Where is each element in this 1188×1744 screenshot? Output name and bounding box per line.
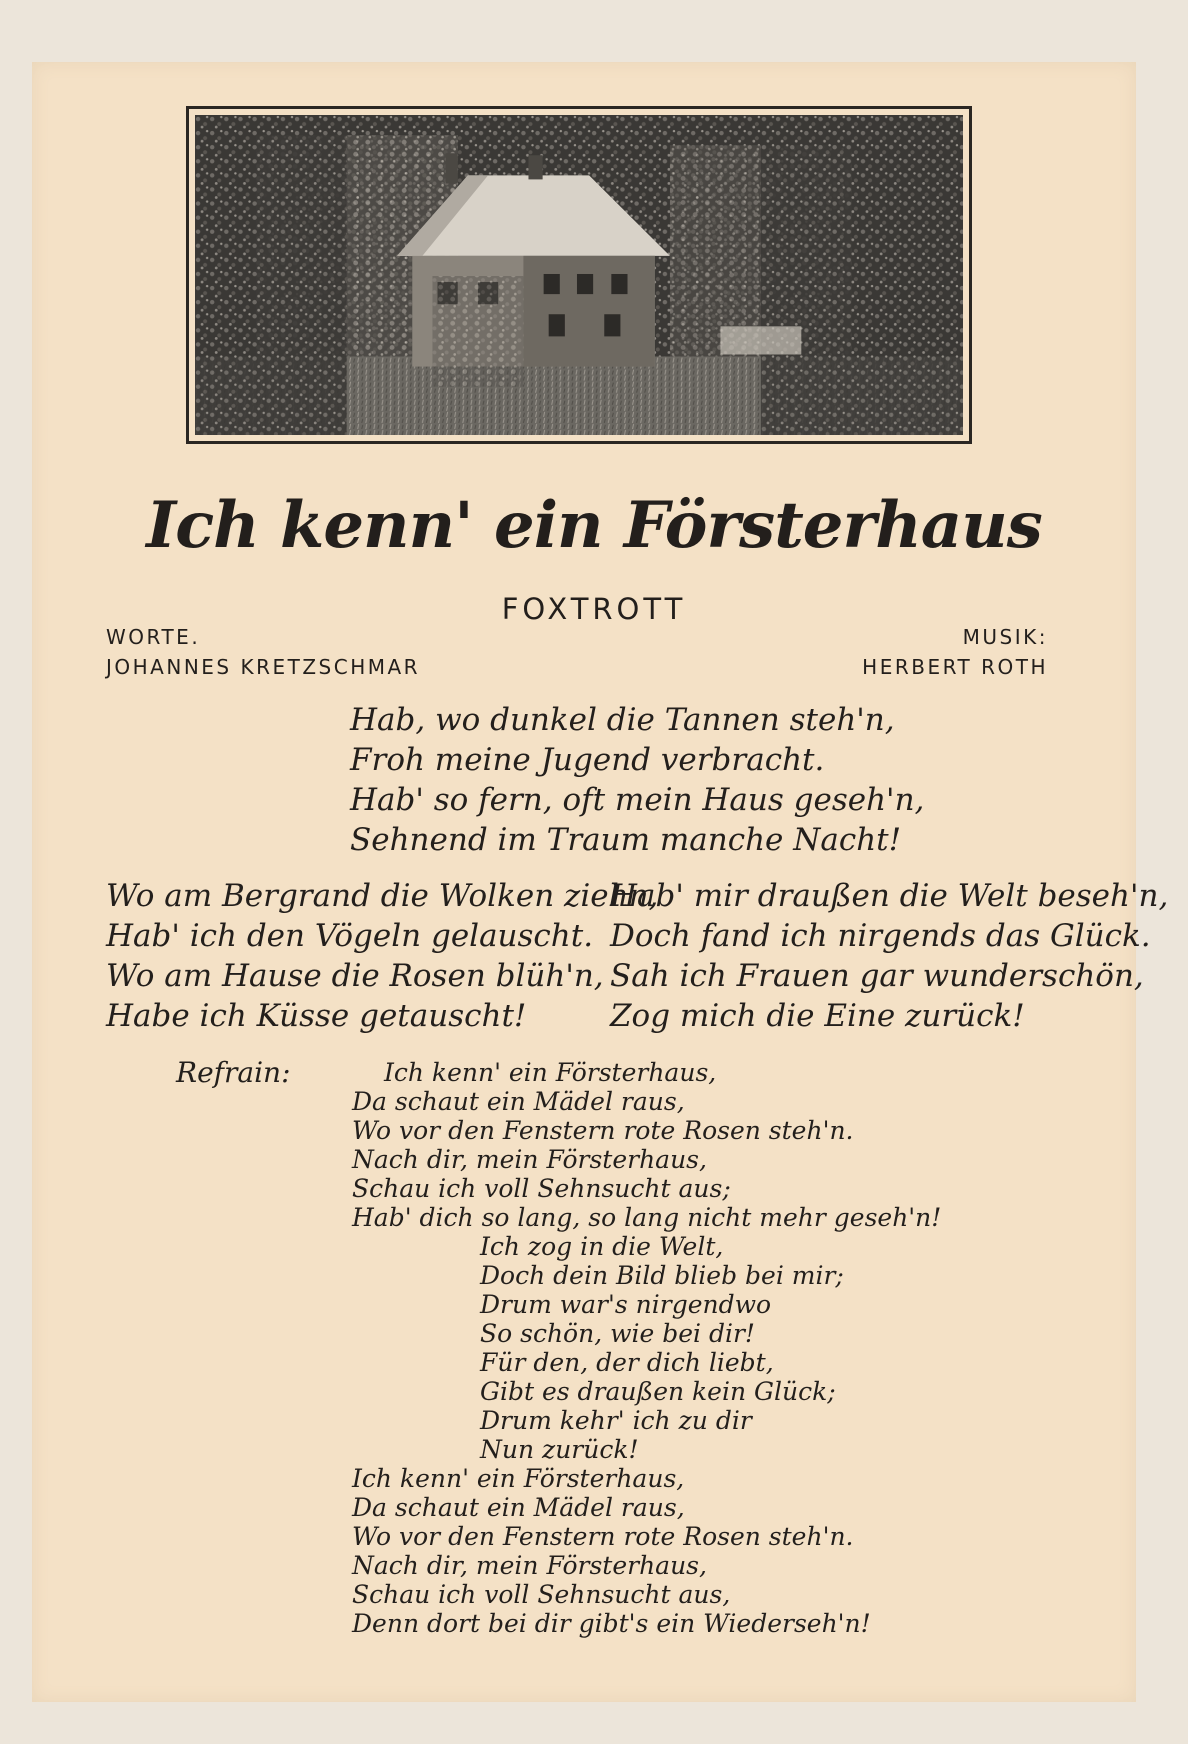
verse-line: Froh meine Jugend verbracht. [350, 742, 825, 778]
refrain-line: Denn dort bei dir gibt's ein Wiederseh'n! [352, 1609, 871, 1638]
refrain-line: Ich zog in die Welt, [480, 1232, 724, 1261]
song-style: FOXTROTT [501, 592, 687, 626]
refrain-line: Hab' dich so lang, so lang nicht mehr geseh'n! [352, 1203, 942, 1232]
verse-line: Habe ich Küsse getauscht! [106, 998, 527, 1034]
verse-line: Wo am Bergrand die Wolken ziehn, [106, 878, 659, 914]
refrain [352, 1058, 941, 1638]
verse-line: Hab' mir draußen die Welt beseh'n, [610, 878, 1169, 914]
verse-line: Hab' so fern, oft mein Haus geseh'n, [350, 782, 925, 818]
verse-line: Wo am Hause die Rosen blüh'n, [106, 958, 604, 994]
refrain-line: Gibt es draußen kein Glück; [480, 1377, 836, 1406]
song-title: Ich kenn' ein Försterhaus [146, 488, 1042, 563]
refrain-line: Ich kenn' ein Försterhaus, [384, 1058, 717, 1087]
verse-line: Zog mich die Eine zurück! [610, 998, 1025, 1034]
refrain-line: Doch dein Bild blieb bei mir; [480, 1261, 844, 1290]
refrain-line: Schau ich voll Sehnsucht aus, [352, 1580, 731, 1609]
photo-frame [186, 106, 972, 444]
lyricist-credit [106, 622, 420, 682]
refrain-label: Refrain: [176, 1056, 291, 1089]
refrain-line: So schön, wie bei dir! [480, 1319, 755, 1348]
refrain-line: Da schaut ein Mädel raus, [352, 1087, 685, 1116]
verse-line: Hab, wo dunkel die Tannen steh'n, [350, 702, 895, 738]
refrain-line: Drum kehr' ich zu dir [480, 1406, 752, 1435]
refrain-line: Nach dir, mein Försterhaus, [352, 1551, 707, 1580]
verse-3 [610, 876, 1168, 1036]
composer-credit [862, 622, 1048, 682]
refrain-line: Wo vor den Fenstern rote Rosen steh'n. [352, 1522, 854, 1551]
verse-1 [350, 700, 924, 860]
verse-line: Sah ich Frauen gar wunderschön, [610, 958, 1144, 994]
refrain-line: Nun zurück! [480, 1435, 639, 1464]
refrain-line: Nach dir, mein Försterhaus, [352, 1145, 707, 1174]
verse-line: Hab' ich den Vögeln gelauscht. [106, 918, 594, 954]
refrain-line: Ich kenn' ein Försterhaus, [352, 1464, 685, 1493]
verse-line: Doch fand ich nirgends das Glück. [610, 918, 1151, 954]
lyricist-name: JOHANNES KRETZSCHMAR [106, 655, 421, 679]
refrain-line: Schau ich voll Sehnsucht aus; [352, 1174, 731, 1203]
refrain-line: Wo vor den Fenstern rote Rosen steh'n. [352, 1116, 854, 1145]
composer-name: HERBERT ROTH [862, 655, 1048, 679]
verse-2 [106, 876, 658, 1036]
verse-line: Sehnend im Traum manche Nacht! [350, 822, 902, 858]
refrain-line: Da schaut ein Mädel raus, [352, 1493, 685, 1522]
refrain-line: Drum war's nirgendwo [480, 1290, 772, 1319]
words-label: WORTE. [106, 625, 201, 649]
forester-house-photo [195, 115, 963, 435]
music-label: MUSIK: [962, 625, 1048, 649]
refrain-line: Für den, der dich liebt, [480, 1348, 774, 1377]
